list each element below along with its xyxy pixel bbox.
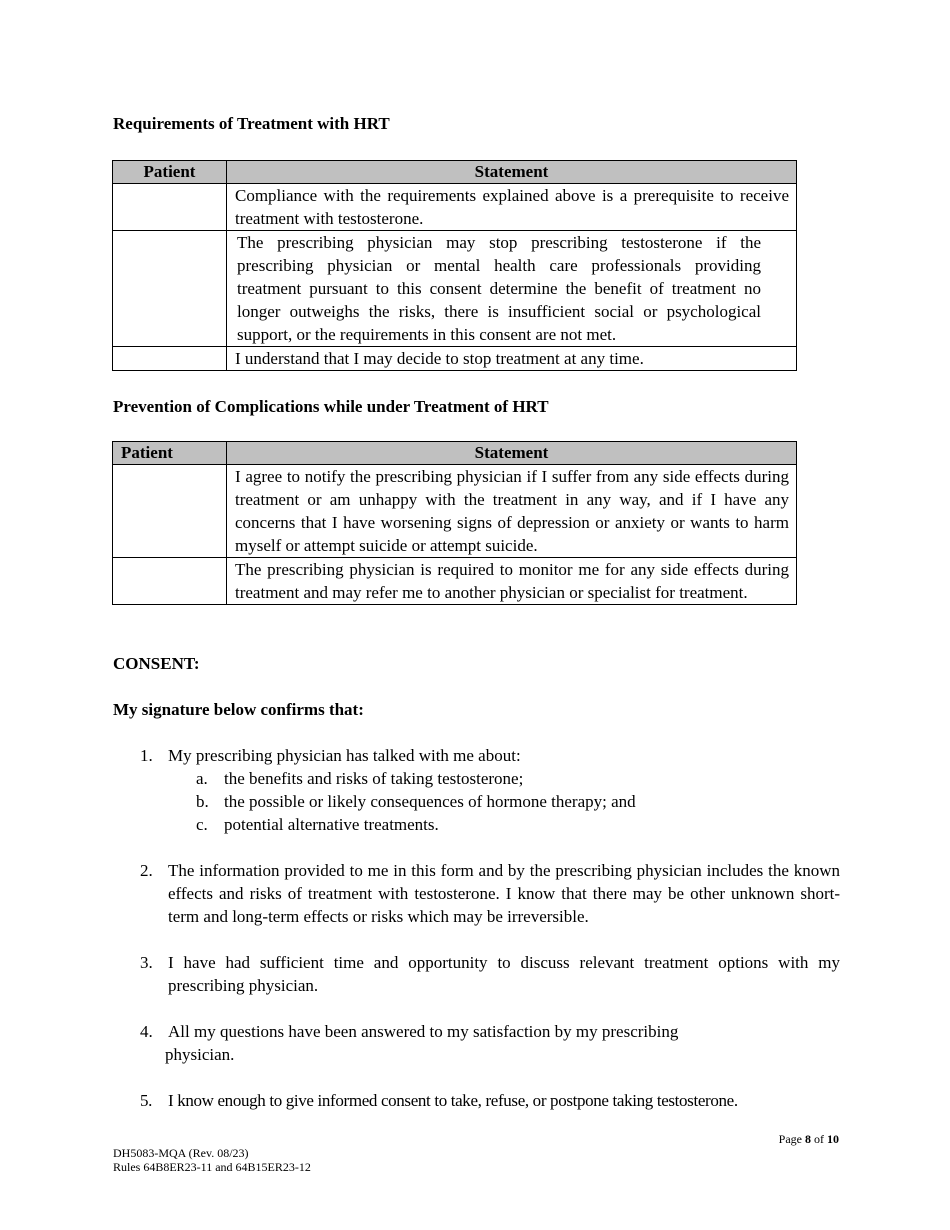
consent-list [140,744,840,1135]
consent-item [140,1020,733,1066]
sub-item [168,813,840,836]
patient-initial-cell[interactable] [113,184,227,231]
table-row [113,231,797,347]
consent-item [140,744,840,836]
item-number: 5. [140,1091,153,1110]
section-heading-prevention: Prevention of Complications while under Treatment of HRT [113,397,549,416]
patient-initial-cell[interactable] [113,231,227,347]
item-number: 4. [140,1022,153,1041]
form-id: DH5083-MQA (Rev. 08/23) [113,1146,249,1160]
sub-item [168,790,840,813]
item-text-continuation: physician. [165,1045,235,1064]
prevention-table [112,441,797,605]
sub-item-text: potential alternative treatments. [224,815,439,834]
item-text: All my questions have been answered to my satisfaction by my prescribing [168,1022,679,1041]
item-text: I have had sufficient time and opportunity to discuss relevant treatment options with my prescribing physician. [168,953,840,995]
statement-cell: I understand that I may decide to stop treatment at any time. [227,347,797,371]
table-row [113,184,797,231]
patient-initial-cell[interactable] [113,347,227,371]
requirements-table [112,160,797,371]
page-number [779,1132,839,1146]
statement-column-header: Statement [227,442,797,465]
table-row [113,347,797,371]
page-of: of [814,1132,824,1146]
statement-column-header: Statement [227,161,797,184]
page-label: Page [778,1132,802,1146]
sub-list [168,767,840,836]
sub-item-text: the possible or likely consequences of hormone therapy; and [224,792,636,811]
item-number: 1. [140,746,153,765]
sub-item-letter: b. [196,792,209,811]
page-current: 8 [805,1132,811,1146]
patient-initial-cell[interactable] [113,465,227,558]
patient-column-header: Patient [113,442,227,465]
consent-heading: CONSENT: [113,654,200,673]
statement-cell: Compliance with the requirements explained above is a prerequisite to receive treatment with testosterone. [227,184,797,231]
table-row [113,465,797,558]
signature-confirms-heading: My signature below confirms that: [113,700,364,719]
page-total: 10 [827,1132,839,1146]
item-text: My prescribing physician has talked with me about: [168,746,521,765]
statement-cell: The prescribing physician is required to monitor me for any side effects during treatment and may refer me to another physician or specialist for treatment. [227,558,797,605]
item-text: The information provided to me in this form and by the prescribing physician includes the known effects and risks of treatment with testosterone. I know that there may be other unknown short-term and long-term effects or risks which may be irreversible. [168,861,840,926]
item-number: 3. [140,953,153,972]
patient-initial-cell[interactable] [113,558,227,605]
sub-item-letter: a. [196,769,208,788]
statement-cell: The prescribing physician may stop prescribing testosterone if the prescribing physician or mental health care professionals providing treatment pursuant to this consent determine the benefit of treatment no longer outweighs the risks, there is insufficient social or psychological support, or the requirements in this consent are not met. [227,231,797,347]
consent-item [140,859,840,928]
sub-item [168,767,840,790]
sub-item-text: the benefits and risks of taking testosterone; [224,769,524,788]
item-number: 2. [140,861,153,880]
table-header-row [113,442,797,465]
patient-column-header: Patient [113,161,227,184]
table-row [113,558,797,605]
section-heading-requirements: Requirements of Treatment with HRT [113,114,390,133]
statement-cell: I agree to notify the prescribing physician if I suffer from any side effects during treatment or am unhappy with the treatment in any way, and if I have any concerns that I have worsening signs of depression or anxiety or wants to harm myself or attempt suicide or attempt suicide. [227,465,797,558]
table-header-row [113,161,797,184]
consent-item [140,951,840,997]
item-text: I know enough to give informed consent to take, refuse, or postpone taking testosterone. [168,1091,738,1110]
sub-item-letter: c. [196,815,208,834]
consent-item [140,1089,840,1112]
rules-reference: Rules 64B8ER23-11 and 64B15ER23-12 [113,1160,311,1174]
